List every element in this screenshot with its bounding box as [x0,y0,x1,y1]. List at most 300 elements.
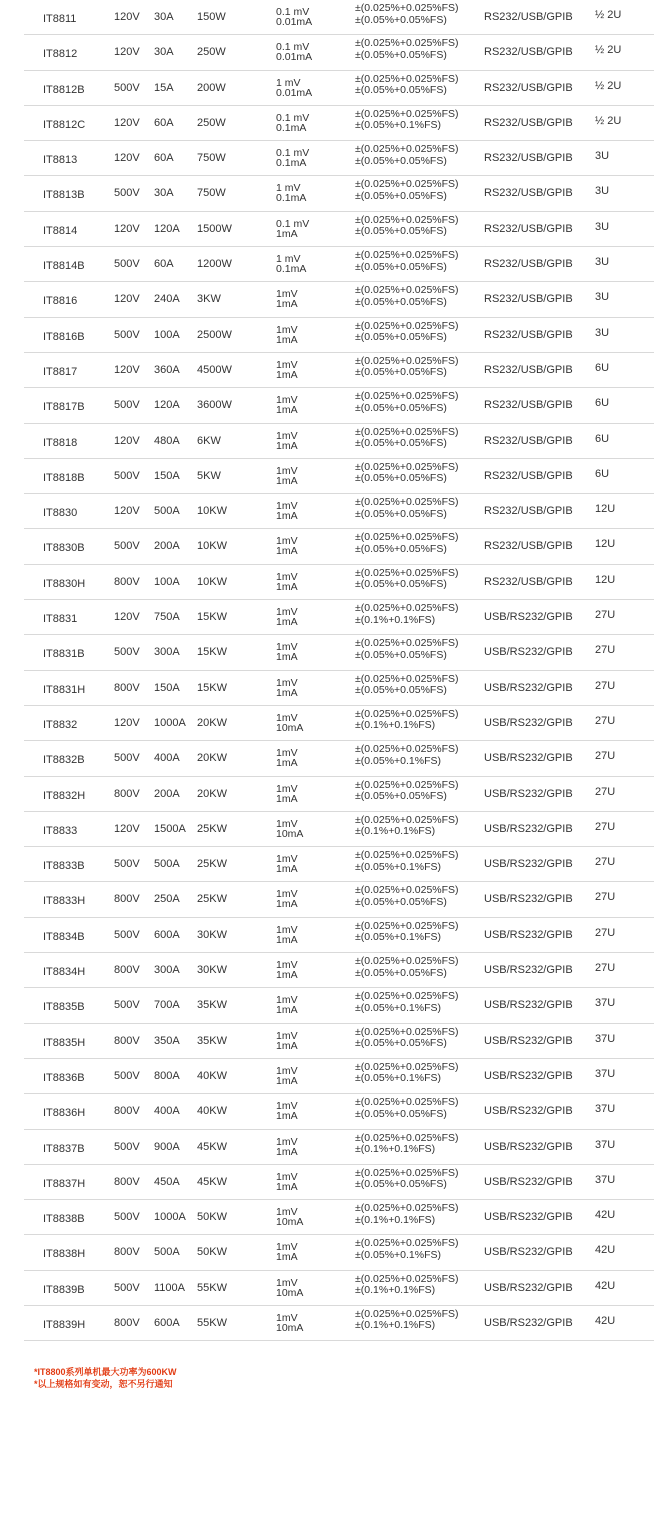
table-row [24,1094,654,1129]
resolution-cell [276,713,303,733]
voltage-accuracy: ±(0.025%+0.025%FS) [355,213,459,226]
voltage-accuracy: ±(0.025%+0.025%FS) [355,637,459,650]
spec-table [24,0,654,1341]
resolution-cell [276,889,298,909]
current-cell: 500A [154,505,180,518]
interface-cell: USB/RS232/GPIB [484,752,573,765]
current-resolution: 1mA [276,1145,298,1158]
current-cell: 600A [154,928,180,941]
interface-cell: USB/RS232/GPIB [484,1069,573,1082]
accuracy-cell [355,427,459,450]
interface-cell: USB/RS232/GPIB [484,646,573,659]
resolution-cell [276,819,303,839]
power-cell: 35KW [197,1034,227,1047]
accuracy-cell [355,780,459,803]
rack-height-cell: 6U [595,361,610,374]
accuracy-cell [355,815,459,838]
voltage-accuracy: ±(0.025%+0.025%FS) [355,107,459,120]
model-cell: IT8811 [43,13,77,25]
voltage-cell: 500V [114,258,140,271]
table-row [24,1271,654,1306]
voltage-accuracy: ±(0.025%+0.025%FS) [355,2,459,14]
accuracy-cell [355,1309,459,1332]
current-accuracy: ±(0.05%+0.1%FS) [355,1248,442,1261]
rack-height-cell: 27U [595,820,616,833]
resolution-cell [276,7,312,27]
current-resolution: 1mA [276,580,298,593]
accuracy-cell [355,709,459,732]
model-cell: IT8816 [43,295,78,308]
voltage-accuracy: ±(0.025%+0.025%FS) [355,143,459,156]
model-cell: IT8814 [43,224,78,237]
current-cell: 30A [154,46,174,59]
current-resolution: 1mA [276,651,298,664]
current-resolution: 1mA [276,510,298,523]
current-accuracy: ±(0.05%+0.05%FS) [355,189,447,202]
interface-cell: USB/RS232/GPIB [484,1316,573,1329]
table-row [24,35,654,70]
rack-height-cell: 3U [595,291,610,304]
voltage-resolution: 1mV [276,535,298,548]
accuracy-cell [355,144,459,167]
resolution-cell [276,78,312,98]
accuracy-cell [355,1203,459,1226]
voltage-cell: 120V [114,505,140,518]
voltage-resolution: 1mV [276,1241,298,1254]
current-resolution: 1mA [276,333,298,346]
table-row [24,106,654,141]
rack-height-cell: 27U [595,609,616,622]
current-cell: 700A [154,999,180,1012]
table-row [24,777,654,812]
current-cell: 200A [154,787,180,800]
voltage-cell: 500V [114,81,140,94]
current-resolution: 10mA [276,827,304,840]
voltage-cell: 120V [114,152,140,165]
table-row [24,706,654,741]
resolution-cell [276,572,298,592]
current-cell: 60A [154,116,174,129]
accuracy-cell [355,1238,459,1261]
table-row [24,282,654,317]
model-cell: IT8818B [43,471,85,484]
model-cell: IT8838H [43,1248,86,1261]
power-cell: 15KW [197,681,227,694]
model-cell: IT8812 [43,48,78,61]
interface-cell: RS232/USB/GPIB [484,46,573,59]
interface-cell: RS232/USB/GPIB [484,540,573,553]
interface-cell: RS232/USB/GPIB [484,363,573,376]
current-cell: 120A [154,222,180,235]
resolution-cell [276,925,298,945]
model-cell: IT8836H [43,1107,86,1120]
voltage-cell: 800V [114,787,140,800]
voltage-cell: 120V [114,363,140,376]
power-cell: 150W [197,11,226,23]
rack-height-cell: 27U [595,962,616,975]
current-cell: 15A [154,81,174,94]
voltage-cell: 120V [114,611,140,624]
current-resolution: 1mA [276,757,298,770]
power-cell: 20KW [197,752,227,765]
model-cell: IT8835H [43,1036,86,1049]
power-cell: 55KW [197,1316,227,1329]
model-cell: IT8834B [43,930,85,943]
current-accuracy: ±(0.05%+0.05%FS) [355,295,447,308]
interface-cell: USB/RS232/GPIB [484,928,573,941]
voltage-resolution: 1mV [276,1135,298,1148]
voltage-cell: 120V [114,716,140,729]
resolution-cell [276,466,298,486]
accuracy-cell [355,1133,459,1156]
voltage-cell: 500V [114,646,140,659]
current-resolution: 1mA [276,898,298,911]
voltage-cell: 120V [114,434,140,447]
power-cell: 25KW [197,858,227,871]
interface-cell: USB/RS232/GPIB [484,1175,573,1188]
current-resolution: 1mA [276,1180,298,1193]
current-cell: 1000A [154,716,186,729]
power-cell: 2500W [197,328,232,341]
current-accuracy: ±(0.1%+0.1%FS) [355,1319,436,1332]
voltage-accuracy: ±(0.025%+0.025%FS) [355,743,459,756]
table-row [24,176,654,211]
power-cell: 50KW [197,1246,227,1259]
rack-height-cell: 27U [595,644,616,657]
voltage-accuracy: ±(0.025%+0.025%FS) [355,531,459,544]
rack-height-cell: 27U [595,926,616,939]
model-cell: IT8818 [43,436,78,449]
voltage-cell: 120V [114,222,140,235]
accuracy-cell [355,74,459,97]
voltage-resolution: 1mV [276,1311,298,1324]
current-cell: 1100A [154,1281,185,1294]
rack-height-cell: 27U [595,785,616,798]
current-cell: 60A [154,258,174,271]
model-cell: IT8838B [43,1213,85,1226]
model-cell: IT8812B [43,83,85,96]
rack-height-cell: 27U [595,750,616,763]
power-cell: 15KW [197,646,227,659]
rack-height-cell: 3U [595,256,610,269]
current-resolution: 1mA [276,474,298,487]
current-accuracy: ±(0.05%+0.1%FS) [355,931,442,944]
current-cell: 240A [154,293,180,306]
current-accuracy: ±(0.05%+0.05%FS) [355,331,447,344]
current-cell: 400A [154,752,180,765]
model-cell: IT8833 [43,824,78,837]
voltage-resolution: 1mV [276,606,298,619]
model-cell: IT8839H [43,1318,86,1331]
current-cell: 1000A [154,1211,186,1224]
voltage-resolution: 1mV [276,1100,298,1113]
current-cell: 100A [154,575,180,588]
current-cell: 450A [154,1175,180,1188]
voltage-resolution: 1mV [276,500,298,513]
table-row [24,1165,654,1200]
model-cell: IT8837H [43,1177,86,1190]
power-cell: 1200W [197,258,232,271]
voltage-accuracy: ±(0.025%+0.025%FS) [355,1272,459,1285]
current-accuracy: ±(0.05%+0.05%FS) [355,225,447,238]
rack-height-cell: 42U [595,1209,616,1222]
model-cell: IT8831H [43,683,86,696]
table-row [24,741,654,776]
model-cell: IT8830B [43,542,85,555]
voltage-accuracy: ±(0.025%+0.025%FS) [355,425,459,438]
voltage-cell: 800V [114,964,140,977]
interface-cell: USB/RS232/GPIB [484,1246,573,1259]
current-resolution: 1mA [276,298,298,311]
voltage-resolution: 0.1 mV [276,111,310,124]
resolution-cell [276,1242,298,1262]
accuracy-cell [355,38,459,61]
interface-cell: USB/RS232/GPIB [484,893,573,906]
rack-height-cell: 3U [595,326,610,339]
accuracy-cell [355,285,459,308]
current-resolution: 1mA [276,933,298,946]
resolution-cell [276,854,298,874]
voltage-accuracy: ±(0.025%+0.025%FS) [355,460,459,473]
table-row [24,671,654,706]
current-resolution: 0.01mA [276,51,313,64]
interface-cell: RS232/USB/GPIB [484,152,573,165]
resolution-cell [276,536,298,556]
interface-cell: USB/RS232/GPIB [484,1281,573,1294]
voltage-cell: 120V [114,11,140,23]
voltage-resolution: 1mV [276,464,298,477]
resolution-cell [276,748,298,768]
voltage-cell: 500V [114,1211,140,1224]
current-accuracy: ±(0.05%+0.05%FS) [355,366,447,379]
current-accuracy: ±(0.1%+0.1%FS) [355,613,436,626]
current-cell: 1500A [154,822,186,835]
voltage-accuracy: ±(0.025%+0.025%FS) [355,566,459,579]
interface-cell: RS232/USB/GPIB [484,469,573,482]
voltage-accuracy: ±(0.025%+0.025%FS) [355,178,459,191]
table-row [24,388,654,423]
current-resolution: 1mA [276,1074,298,1087]
table-row [24,988,654,1023]
interface-cell: RS232/USB/GPIB [484,116,573,129]
accuracy-cell [355,674,459,697]
current-accuracy: ±(0.05%+0.05%FS) [355,507,447,520]
power-cell: 20KW [197,716,227,729]
rack-height-cell: 27U [595,714,616,727]
rack-height-cell: 27U [595,679,616,692]
interface-cell: RS232/USB/GPIB [484,575,573,588]
model-cell: IT8836B [43,1071,85,1084]
voltage-resolution: 1mV [276,1206,298,1219]
table-row [24,1306,654,1341]
power-cell: 25KW [197,822,227,835]
current-resolution: 1mA [276,404,298,417]
voltage-resolution: 1mV [276,288,298,301]
model-cell: IT8833H [43,895,86,908]
voltage-cell: 500V [114,328,140,341]
current-resolution: 1mA [276,616,298,629]
current-resolution: 10mA [276,1321,304,1334]
table-row [24,1200,654,1235]
voltage-resolution: 1mV [276,782,298,795]
resolution-cell [276,1278,303,1298]
current-accuracy: ±(0.05%+0.05%FS) [355,966,447,979]
voltage-cell: 500V [114,1140,140,1153]
rack-height-cell: 6U [595,397,610,410]
voltage-cell: 500V [114,187,140,200]
rack-height-cell: 37U [595,1067,616,1080]
current-resolution: 1mA [276,545,298,558]
current-resolution: 0.01mA [276,16,313,28]
accuracy-cell [355,885,459,908]
table-row [24,0,654,35]
rack-height-cell: 12U [595,573,616,586]
voltage-resolution: 1mV [276,641,298,654]
rack-height-cell: 37U [595,1103,616,1116]
current-resolution: 0.01mA [276,86,313,99]
resolution-cell [276,678,298,698]
interface-cell: USB/RS232/GPIB [484,1105,573,1118]
rack-height-cell: 27U [595,856,616,869]
power-cell: 1500W [197,222,232,235]
model-cell: IT8839B [43,1283,85,1296]
table-row [24,459,654,494]
resolution-cell [276,1313,303,1333]
interface-cell: RS232/USB/GPIB [484,187,573,200]
rack-height-cell: 3U [595,185,610,198]
voltage-accuracy: ±(0.025%+0.025%FS) [355,1202,459,1215]
accuracy-cell [355,179,459,202]
current-cell: 500A [154,1246,180,1259]
power-cell: 45KW [197,1175,227,1188]
voltage-accuracy: ±(0.025%+0.025%FS) [355,37,459,50]
voltage-resolution: 1mV [276,323,298,336]
voltage-cell: 500V [114,469,140,482]
voltage-accuracy: ±(0.025%+0.025%FS) [355,249,459,262]
table-row [24,141,654,176]
voltage-accuracy: ±(0.025%+0.025%FS) [355,1166,459,1179]
current-cell: 120A [154,399,180,412]
voltage-accuracy: ±(0.025%+0.025%FS) [355,884,459,897]
voltage-cell: 800V [114,1105,140,1118]
current-cell: 250A [154,893,180,906]
voltage-resolution: 1mV [276,959,298,972]
current-resolution: 1mA [276,368,298,381]
table-row [24,212,654,247]
accuracy-cell [355,568,459,591]
footnotes [34,1366,177,1390]
voltage-cell: 500V [114,928,140,941]
accuracy-cell [355,603,459,626]
rack-height-cell: 3U [595,220,610,233]
current-accuracy: ±(0.1%+0.1%FS) [355,719,436,732]
current-accuracy: ±(0.05%+0.05%FS) [355,84,447,97]
voltage-accuracy: ±(0.025%+0.025%FS) [355,354,459,367]
rack-height-cell: 42U [595,1314,616,1327]
current-resolution: 1mA [276,1251,298,1264]
power-cell: 200W [197,81,226,94]
current-accuracy: ±(0.05%+0.05%FS) [355,648,447,661]
power-cell: 10KW [197,505,227,518]
accuracy-cell [355,850,459,873]
table-row [24,1130,654,1165]
accuracy-cell [355,991,459,1014]
current-accuracy: ±(0.1%+0.1%FS) [355,1213,436,1226]
table-row [24,1059,654,1094]
rack-height-cell: 37U [595,1173,616,1186]
interface-cell: USB/RS232/GPIB [484,1140,573,1153]
current-resolution: 1mA [276,227,298,240]
current-accuracy: ±(0.05%+0.05%FS) [355,542,447,555]
accuracy-cell [355,109,459,132]
current-resolution: 1mA [276,686,298,699]
voltage-cell: 500V [114,858,140,871]
voltage-resolution: 1mV [276,853,298,866]
current-cell: 300A [154,964,180,977]
interface-cell: USB/RS232/GPIB [484,716,573,729]
current-accuracy: ±(0.05%+0.1%FS) [355,1001,442,1014]
interface-cell: USB/RS232/GPIB [484,999,573,1012]
model-cell: IT8812C [43,118,86,131]
current-cell: 500A [154,858,180,871]
voltage-resolution: 1mV [276,711,298,724]
current-resolution: 10mA [276,1286,304,1299]
voltage-resolution: 1mV [276,994,298,1007]
current-resolution: 1mA [276,1004,298,1017]
resolution-cell [276,1172,298,1192]
table-row [24,1235,654,1270]
current-accuracy: ±(0.05%+0.05%FS) [355,895,447,908]
power-cell: 55KW [197,1281,227,1294]
resolution-cell [276,1066,298,1086]
power-cell: 5KW [197,469,221,482]
current-cell: 150A [154,469,180,482]
accuracy-cell [355,391,459,414]
current-accuracy: ±(0.1%+0.1%FS) [355,1284,436,1297]
voltage-accuracy: ±(0.025%+0.025%FS) [355,707,459,720]
voltage-cell: 800V [114,1175,140,1188]
model-cell: IT8835B [43,1001,85,1014]
rack-height-cell: ½ 2U [595,44,622,57]
model-cell: IT8832B [43,754,85,767]
model-cell: IT8837B [43,1142,85,1155]
voltage-cell: 120V [114,293,140,306]
current-accuracy: ±(0.05%+0.05%FS) [355,13,447,26]
rack-height-cell: 12U [595,538,616,551]
current-resolution: 0.1mA [276,121,307,134]
voltage-cell: 120V [114,116,140,129]
voltage-cell: 500V [114,1281,140,1294]
voltage-resolution: 1 mV [276,253,301,266]
current-accuracy: ±(0.05%+0.05%FS) [355,260,447,273]
current-cell: 400A [154,1105,180,1118]
power-cell: 30KW [197,928,227,941]
interface-cell: RS232/USB/GPIB [484,11,573,23]
power-cell: 6KW [197,434,221,447]
voltage-accuracy: ±(0.025%+0.025%FS) [355,1237,459,1250]
table-row [24,353,654,388]
rack-height-cell: 6U [595,432,610,445]
table-row [24,318,654,353]
power-cell: 10KW [197,575,227,588]
voltage-accuracy: ±(0.025%+0.025%FS) [355,496,459,509]
model-cell: IT8817 [43,365,78,378]
voltage-resolution: 1mV [276,570,298,583]
voltage-cell: 500V [114,1069,140,1082]
voltage-resolution: 1mV [276,394,298,407]
table-row [24,847,654,882]
voltage-resolution: 0.1 mV [276,147,310,160]
